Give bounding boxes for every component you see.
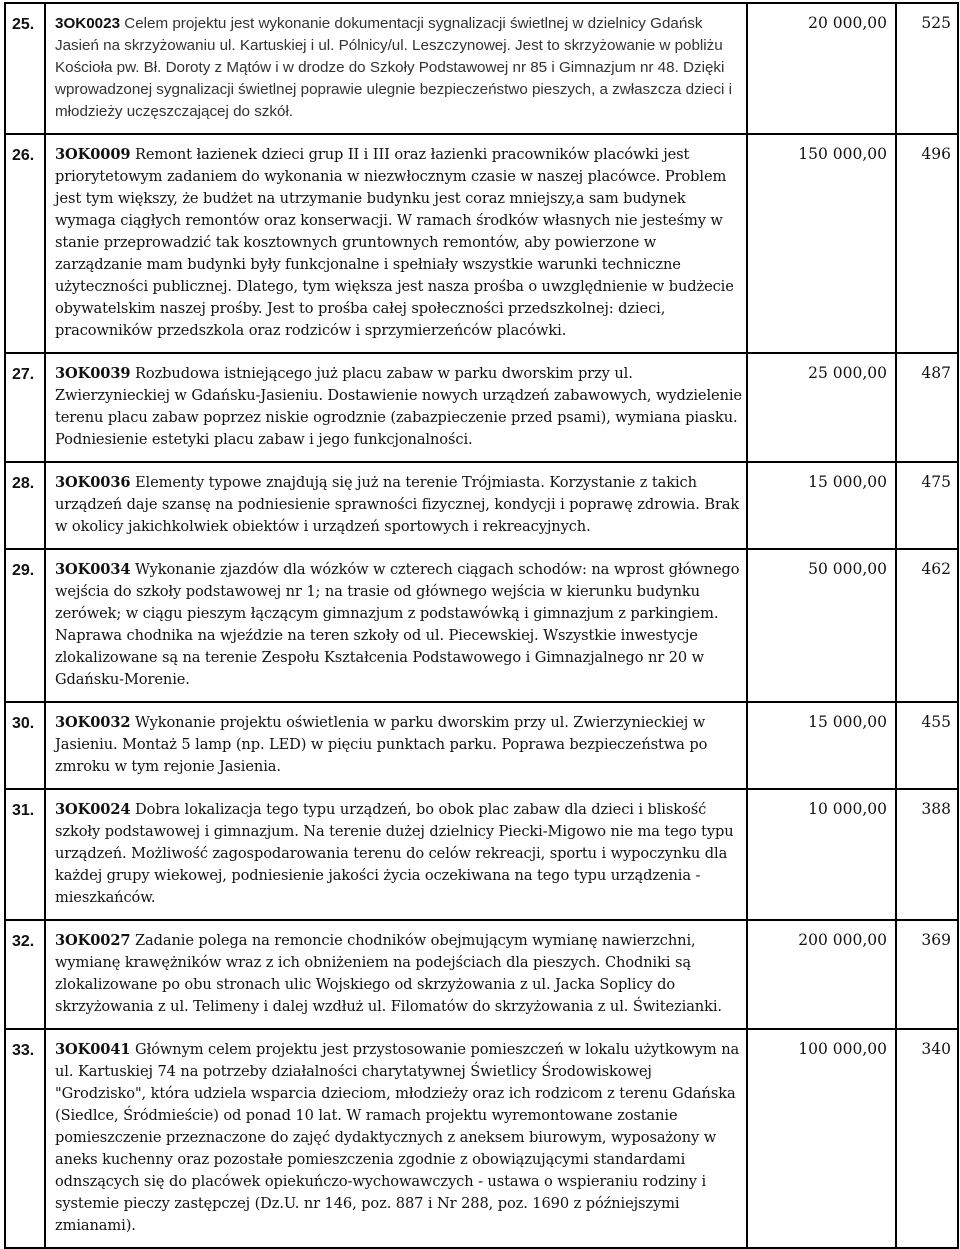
project-description (45, 702, 747, 789)
project-text: Wykonanie projektu oświetlenia w parku dworskim przy ul. Zwierzynieckiej w Jasieniu. Montaż 5 lamp (np. LED) w pięciu punktach parku. Poprawa bezpieczeństwa po zmroku w tym rejonie Jasienia. (55, 714, 708, 775)
project-votes: 462 (896, 549, 958, 702)
project-code: 3OK0032 (55, 714, 131, 731)
table-row (5, 920, 958, 1029)
table-row (5, 549, 958, 702)
table-row (5, 789, 958, 920)
project-amount: 50 000,00 (747, 549, 896, 702)
project-votes: 369 (896, 920, 958, 1029)
row-number: 27. (5, 353, 45, 462)
project-description (45, 134, 747, 353)
project-text: Wykonanie zjazdów dla wózków w czterech ciągach schodów: na wprost głównego wejścia do szkoły podstawowej nr 1; na trasie od głównego wejścia w kierunku budynku zerówek; w ciągu pieszym łączącym gimnazjum z podstawówką i gimnazjum z parkingiem. Naprawa chodnika na wjeździe na teren szkoły od ul. Piecewskiej. Wszystkie inwestycje zlokalizowane są na terenie Zespołu Kształcenia Podstawowego i Gimnazjalnego nr 20 w Gdańsku-Morenie. (55, 561, 740, 688)
project-amount: 15 000,00 (747, 462, 896, 549)
row-number: 26. (5, 134, 45, 353)
project-votes: 388 (896, 789, 958, 920)
row-number: 33. (5, 1029, 45, 1248)
row-number: 29. (5, 549, 45, 702)
project-votes: 496 (896, 134, 958, 353)
row-number: 30. (5, 702, 45, 789)
project-text: Rozbudowa istniejącego już placu zabaw w parku dworskim przy ul. Zwierzynieckiej w Gdańsku-Jasieniu. Dostawienie nowych urządzeń zabawowych, wydzielenie terenu placu zabaw poprzez niskie ogrodznie (zabazpieczenie przed psami), wymiana piasku. Podniesienie estetyki placu zabaw i jego funkcjonalności. (55, 365, 742, 448)
project-code: 3OK0024 (55, 801, 131, 818)
project-votes: 475 (896, 462, 958, 549)
project-amount: 20 000,00 (747, 3, 896, 134)
table-row (5, 3, 958, 134)
project-amount: 150 000,00 (747, 134, 896, 353)
project-text: Elementy typowe znajdują się już na terenie Trójmiasta. Korzystanie z takich urządzeń daje szansę na podniesienie sprawności fizycznej, kondycji i poprawę zdrowia. Brak w okolicy jakichkolwiek obiektów i urządzeń sportowych i rekreacyjnych. (55, 474, 740, 535)
project-description (45, 353, 747, 462)
project-text: Dobra lokalizacja tego typu urządzeń, bo obok plac zabaw dla dzieci i bliskość szkoły podstawowej i gimnazjum. Na terenie dużej dzielnicy Piecki-Migowo nie ma tego typu urządzeń. Możliwość zagospodarowania terenu do celów rekreacji, sportu i wypoczynku dla każdej grupy wiekowej, podniesienie jakości życia oczekiwana na tego typu urządzenia - mieszkańców. (55, 801, 734, 906)
table-row (5, 134, 958, 353)
project-code: 3OK0041 (55, 1041, 131, 1058)
project-code: 3OK0009 (55, 146, 131, 163)
project-text: Głównym celem projektu jest przystosowanie pomieszczeń w lokalu użytkowym na ul. Kartuskiej 74 na potrzeby działalności charytatywnej Świetlicy Środowiskowej "Grodzisko", która udziela wsparcia dzieciom, młodzieży oraz ich rodzicom z terenu Gdańska (Siedlce, Śródmieście) od ponad 10 lat. W ramach projektu wyremontowane zostanie pomieszczenie przeznaczone do zajęć dydaktycznych z aneksem biurowym, wyposażony w aneks kuchenny oraz pozostałe pomieszczenia zgodnie z obowiązującymi standardami odnszących się do placówek opiekuńczo-wychowawczych - ustawa o wspieraniu rodziny i systemie pieczy zastępczej (Dz.U. nr 146, poz. 887 i Nr 288, poz. 1690 z późniejszymi zmianami). (55, 1041, 740, 1234)
row-number: 31. (5, 789, 45, 920)
project-votes: 525 (896, 3, 958, 134)
project-description (45, 1029, 747, 1248)
project-text: Remont łazienek dzieci grup II i III oraz łazienki pracowników placówki jest priorytetowym zadaniem do wykonania w niezwłocznym czasie w naszej placówce. Problem jest tym większy, że budżet na utrzymanie budynku jest coraz mniejszy,a sam budynek wymaga ciągłych remontów oraz konserwacji. W ramach środków własnych nie jesteśmy w stanie przeprowadzić tak kosztownych gruntownych remontów, aby powierzone w zarządzanie mam budynki były funkcjonalne i spełniały wszystkie warunki techniczne użyteczności publicznej. Dlatego, tym większa jest nasza prośba o uwzględnienie w budżecie obywatelskim naszej prośby. Jest to prośba całej społeczności przedszkolnej: dzieci, pracowników przedszkola oraz rodziców i sprzymierzeńców placówki. (55, 146, 734, 339)
project-amount: 25 000,00 (747, 353, 896, 462)
project-amount: 15 000,00 (747, 702, 896, 789)
project-code: 3OK0027 (55, 932, 131, 949)
project-description (45, 462, 747, 549)
table-row (5, 353, 958, 462)
project-votes: 340 (896, 1029, 958, 1248)
project-votes: 487 (896, 353, 958, 462)
project-amount: 100 000,00 (747, 1029, 896, 1248)
project-description (45, 920, 747, 1029)
project-amount: 200 000,00 (747, 920, 896, 1029)
project-code: 3OK0034 (55, 561, 131, 578)
project-description (45, 3, 747, 134)
row-number: 32. (5, 920, 45, 1029)
table-row (5, 462, 958, 549)
project-code: 3OK0023 (55, 15, 121, 32)
projects-table (4, 2, 959, 1249)
project-text: Celem projektu jest wykonanie dokumentacji sygnalizacji świetlnej w dzielnicy Gdańsk Jasień na skrzyżowaniu ul. Kartuskiej i ul. Pólnicy/ul. Leszczynowej. Jest to skrzyżowanie w pobliżu Kościoła pw. Bł. Doroty z Mątów i w drodze do Szkoły Podstawowej nr 85 i Gimnazjum nr 48. Dzięki wprowadzonej sygnalizacji świetlnej poprawie ulegnie bezpieczeństwo pieszych, a zwłaszcza dzieci i młodzieży uczęszczającej do szkół. (55, 15, 733, 120)
project-code: 3OK0036 (55, 474, 131, 491)
table-row (5, 702, 958, 789)
project-description (45, 549, 747, 702)
project-code: 3OK0039 (55, 365, 131, 382)
project-text: Zadanie polega na remoncie chodników obejmującym wymianę nawierzchni, wymianę krawężników wraz z ich obniżeniem na podejściach dla pieszych. Chodniki są zlokalizowane po obu stronach ulic Wojskiego od skrzyżowania z ul. Jacka Soplicy do skrzyżowania z ul. Telimeny i dalej wzdłuż ul. Filomatów do skrzyżowania z ul. Świtezianki. (55, 932, 722, 1015)
row-number: 25. (5, 3, 45, 134)
project-votes: 455 (896, 702, 958, 789)
table-row (5, 1029, 958, 1248)
row-number: 28. (5, 462, 45, 549)
project-amount: 10 000,00 (747, 789, 896, 920)
project-description (45, 789, 747, 920)
